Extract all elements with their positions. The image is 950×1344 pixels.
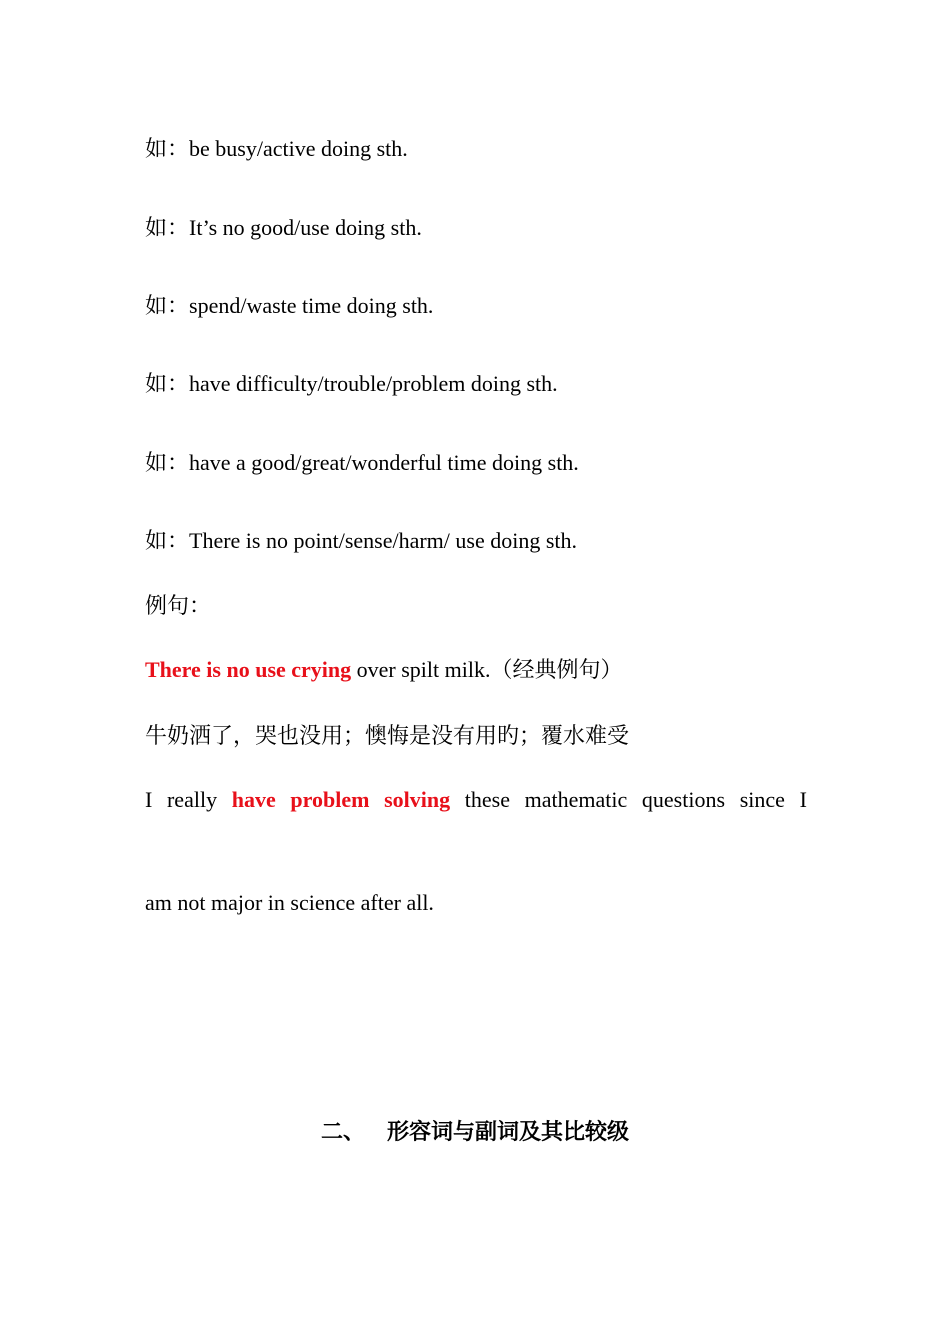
example-text: It’s no good/use doing sth. xyxy=(189,215,422,240)
sentence-word: these xyxy=(464,787,510,812)
example-sentence-1-translation: 牛奶洒了，哭也没用；懊悔是没有用旳；覆水难受 xyxy=(145,723,630,748)
section-title: 形容词与副词及其比较级 xyxy=(387,1119,630,1144)
example-line-2 xyxy=(145,214,422,242)
example-sentences-heading: 例句： xyxy=(145,593,212,618)
highlighted-word: problem xyxy=(290,787,370,812)
sentence-word: mathematic xyxy=(524,787,628,812)
example-prefix: 如： xyxy=(145,136,190,161)
example-text: be busy/active doing sth. xyxy=(189,136,408,161)
example-sentence-2-line-1 xyxy=(145,786,807,814)
example-prefix: 如： xyxy=(145,215,190,240)
example-text: have a good/great/wonderful time doing sth. xyxy=(189,450,579,475)
sentence-word: I xyxy=(799,787,807,812)
sentence-word: since xyxy=(739,787,785,812)
section-number: 二、 xyxy=(320,1119,365,1144)
example-line-1 xyxy=(145,135,408,163)
sentence-rest: over spilt milk.（经典例句） xyxy=(351,657,623,682)
example-sentence-2-line-2: am not major in science after all. xyxy=(145,890,434,915)
example-line-6 xyxy=(145,527,577,555)
highlighted-phrase: There is no use crying xyxy=(145,657,352,682)
section-heading xyxy=(0,1117,950,1147)
example-line-3 xyxy=(145,292,433,320)
example-line-5 xyxy=(145,449,579,477)
sentence-word: questions xyxy=(641,787,726,812)
example-prefix: 如： xyxy=(145,371,190,396)
sentence-word: I xyxy=(145,787,153,812)
example-prefix: 如： xyxy=(145,450,190,475)
example-text: have difficulty/trouble/problem doing sth. xyxy=(189,371,558,396)
example-text: spend/waste time doing sth. xyxy=(189,293,434,318)
example-text: There is no point/sense/harm/ use doing sth. xyxy=(189,528,578,553)
highlighted-word: have xyxy=(231,787,276,812)
example-line-4 xyxy=(145,370,558,398)
example-sentence-1 xyxy=(145,656,622,684)
sentence-word: really xyxy=(166,787,218,812)
example-prefix: 如： xyxy=(145,528,190,553)
highlighted-word: solving xyxy=(384,787,451,812)
example-prefix: 如： xyxy=(145,293,190,318)
